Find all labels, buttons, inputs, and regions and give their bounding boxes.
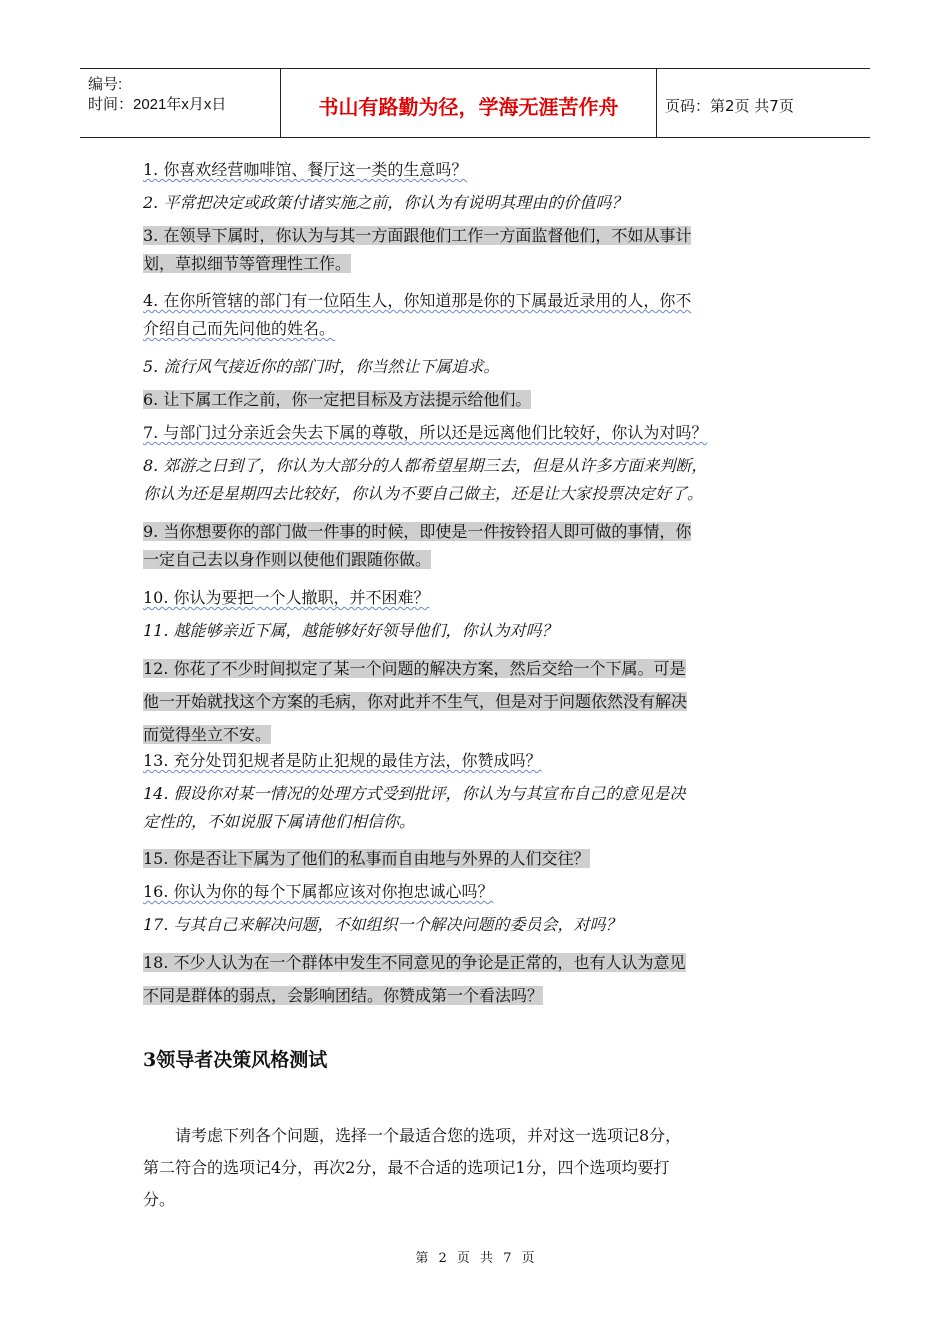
section-title: 3领导者决策风格测试 [143,1049,328,1071]
question-line: 你认为还是星期四去比较好，你认为不要自己做主，还是让大家投票决定好了。 [143,484,704,503]
question-1 [143,159,467,181]
question-line: 划，草拟细节等管理性工作。 [143,254,352,273]
page-footer: 第 2 页 共 7 页 [415,1251,535,1266]
question-line: 1. 你喜欢经营咖啡馆、餐厅这一类的生意吗？ [143,160,468,179]
instruction-line-2: 第二符合的选项记4分，再次2分，最不合适的选项记1分，四个选项均要打 [143,1158,670,1177]
question-line: 12. 你花了不少时间拟定了某一个问题的解决方案，然后交给一个下属。可是 [143,659,686,678]
question-line: 16. 你认为你的每个下属都应该对你抱忠诚心吗？ [143,882,494,901]
question-line: 4. 在你所管辖的部门有一位陌生人，你知道那是你的下属最近录用的人，你不 [143,291,692,310]
question-6 [143,389,531,411]
instruction-line-1: 请考虑下列各个问题，选择一个最适合您的选项，并对这一选项记8分， [175,1126,682,1145]
motto: 书山有路勤为径，学海无涯苦作舟 [318,95,619,119]
header-page-cell [657,69,870,137]
question-line: 介绍自己而先问他的姓名。 [143,319,336,338]
question-line: 他一开始就找这个方案的毛病，你对此并不生气，但是对于问题依然没有解决 [143,692,688,711]
question-line: 6. 让下属工作之前，你一定把目标及方法提示给他们。 [143,390,532,409]
instruction-line-3: 分。 [143,1190,176,1209]
question-11 [143,620,558,642]
question-18 [143,946,686,1012]
question-line: 定性的，不如说服下属请他们相信你。 [143,812,416,831]
number-label: 编号: [88,76,123,93]
question-15 [143,848,590,870]
page-info: 页码：第2页 共7页 [665,97,794,115]
header-table [80,68,870,138]
question-line: 9. 当你想要你的部门做一件事的时候，即使是一件按铃招人即可做的事情，你 [143,522,692,541]
question-5 [143,356,499,378]
question-line: 不同是群体的弱点，会影响团结。你赞成第一个看法吗？ [143,986,544,1005]
question-7 [143,422,707,444]
question-line: 15. 你是否让下属为了他们的私事而自由地与外界的人们交往？ [143,849,590,868]
question-line: 3. 在领导下属时，你认为与其一方面跟他们工作一方面监督他们，不如从事计 [143,226,692,245]
question-line: 8. 郊游之日到了，你认为大部分的人都希望星期三去，但是从许多方面来判断， [143,456,708,475]
header-motto-cell [281,69,657,137]
question-2 [143,192,627,214]
question-line: 18. 不少人认为在一个群体中发生不同意见的争论是正常的，也有人认为意见 [143,953,686,972]
question-12 [143,652,687,751]
question-8 [143,455,707,511]
question-3 [143,225,691,281]
question-14 [143,783,686,839]
question-16 [143,881,494,903]
question-line: 7. 与部门过分亲近会失去下属的尊敬，所以还是远离他们比较好，你认为对吗？ [143,423,708,442]
question-line: 2. 平常把决定或政策付诸实施之前，你认为有说明其理由的价值吗？ [143,193,628,212]
question-4 [143,290,691,346]
question-9 [143,521,691,577]
question-line: 17. 与其自己来解决问题，不如组织一个解决问题的委员会，对吗？ [143,915,622,934]
question-10 [143,587,430,609]
date-label: 时间：2021年x月x日 [88,96,227,113]
question-line: 一定自己去以身作则以使他们跟随你做。 [143,550,432,569]
question-line: 13. 充分处罚犯规者是防止犯规的最佳方法，你赞成吗？ [143,751,542,770]
question-17 [143,914,622,936]
question-line: 而觉得坐立不安。 [143,725,272,744]
header-left-cell [80,69,281,137]
question-line: 11. 越能够亲近下属，越能够好好领导他们，你认为对吗？ [143,621,558,640]
question-13 [143,750,542,772]
question-line: 5. 流行风气接近你的部门时，你当然让下属追求。 [143,357,500,376]
question-line: 10. 你认为要把一个人撤职，并不困难？ [143,588,430,607]
question-line: 14. 假设你对某一情况的处理方式受到批评，你认为与其宣布自己的意见是决 [143,784,686,803]
